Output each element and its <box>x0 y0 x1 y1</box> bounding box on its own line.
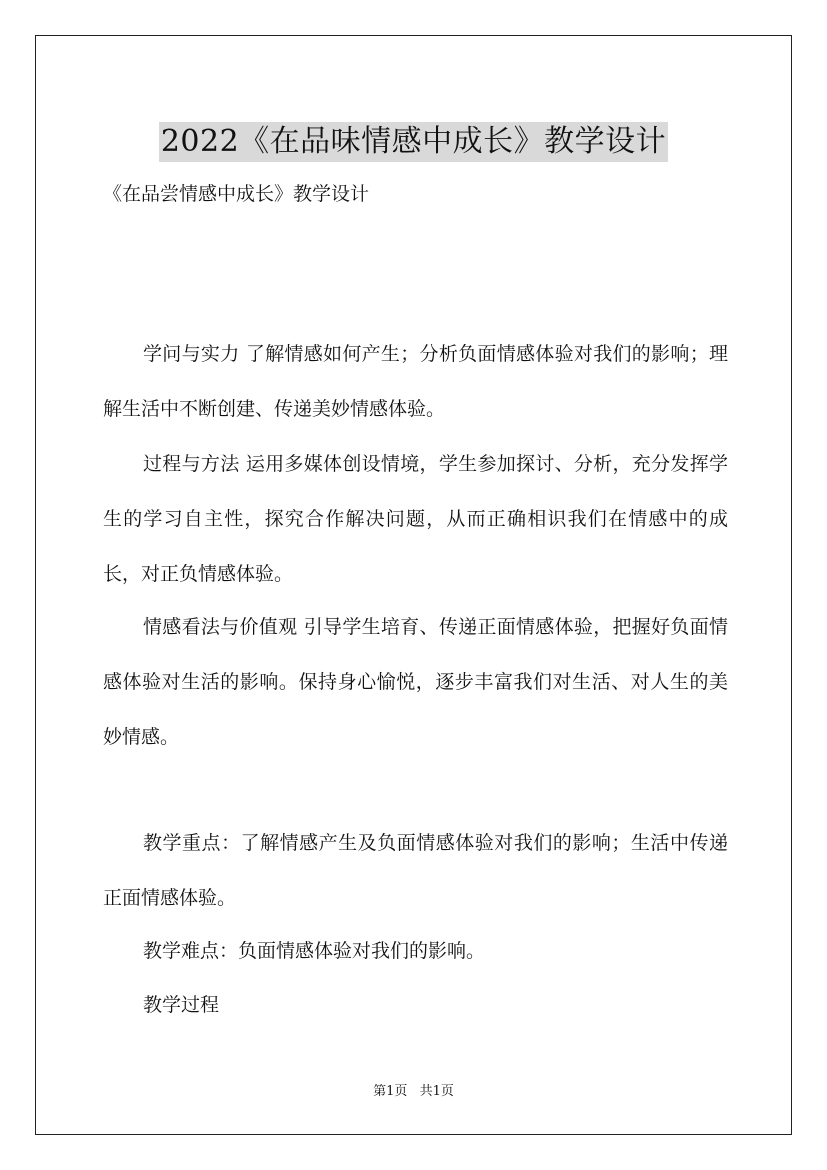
document-title: 2022《在品味情感中成长》教学设计 <box>159 122 668 162</box>
paragraph-knowledge-ability: 学问与实力 了解情感如何产生；分析负面情感体验对我们的影响；理解生活中不断创建、传递美妙情感体验。 <box>103 343 728 420</box>
title-container <box>0 102 827 182</box>
paragraph-difficulties: 教学难点：负面情感体验对我们的影响。 <box>143 940 486 962</box>
document-subtitle: 《在品尝情感中成长》教学设计 <box>103 183 370 205</box>
paragraph-emotion-values: 情感看法与价值观 引导学生培育、传递正面情感体验，把握好负面情感体验对生活的影响。保持身心愉悦，逐步丰富我们对生活、对人生的美妙情感。 <box>103 616 728 748</box>
paragraph-teaching-process: 教学过程 <box>143 994 220 1016</box>
paragraph-process-method: 过程与方法 运用多媒体创设情境，学生参加探讨、分析，充分发挥学生的学习自主性，探究合作解决问题，从而正确相识我们在情感中的成长，对正负情感体验。 <box>103 453 728 585</box>
page-footer <box>0 1083 827 1101</box>
page-total: 共1页 <box>419 1084 454 1099</box>
paragraph-key-points: 教学重点：了解情感产生及负面情感体验对我们的影响；生活中传递正面情感体验。 <box>103 832 728 909</box>
page-number: 第1页 <box>373 1084 408 1099</box>
